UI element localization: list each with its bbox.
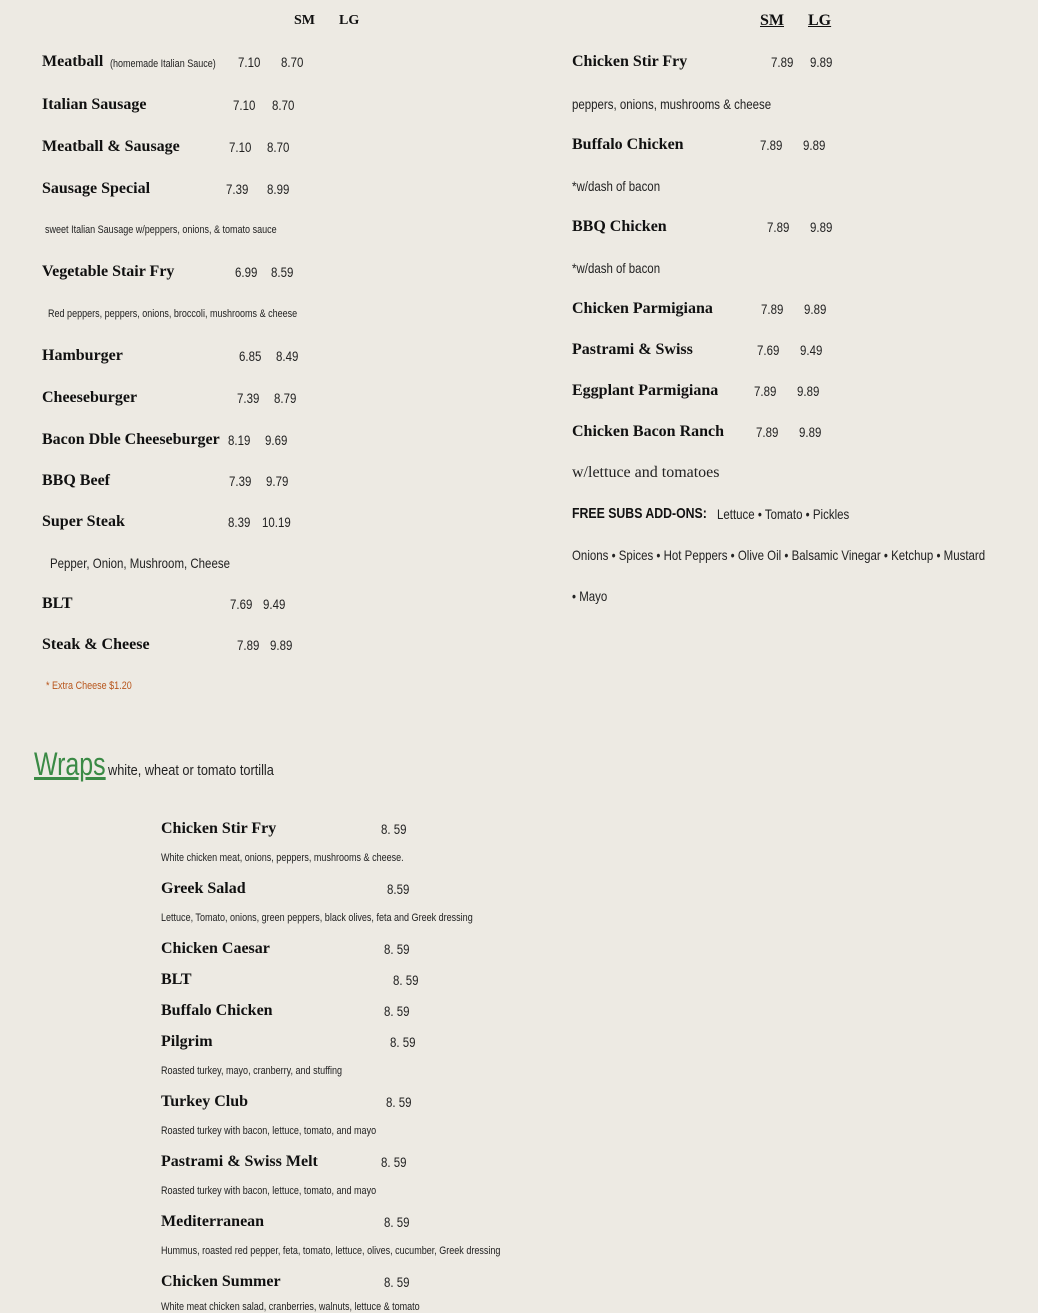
- menu-item-name: Super Steak: [42, 513, 125, 530]
- menu-item-name: Chicken Stir Fry: [572, 53, 688, 70]
- price-sm: 7.89: [771, 54, 794, 70]
- menu-item-name: BBQ Beef: [42, 472, 110, 489]
- price-sm: 7.89: [761, 301, 784, 317]
- menu-item-description: *w/dash of bacon: [572, 178, 661, 194]
- wraps-subtitle: white, wheat or tomato tortilla: [108, 762, 274, 779]
- price-sm: 7.89: [767, 219, 790, 235]
- wrap-item-description: Hummus, roasted red pepper, feta, tomato, lettuce, olives, cucumber, Greek dressing: [161, 1245, 501, 1257]
- menu-item-name: Bacon Dble Cheeseburger: [42, 431, 220, 448]
- menu-item-name: BLT: [42, 595, 73, 612]
- wrap-item-name: Chicken Stir Fry: [161, 820, 277, 837]
- wrap-item-name: Chicken Summer: [161, 1273, 281, 1290]
- left-lg-header: LG: [339, 13, 360, 28]
- addons-line-3: • Mayo: [572, 588, 608, 604]
- price-lg: 8.70: [281, 54, 304, 70]
- menu-item-description: peppers, onions, mushrooms & cheese: [572, 96, 772, 112]
- menu-item-name: Italian Sausage: [42, 96, 147, 113]
- addons-label: FREE SUBS ADD-ONS:: [572, 505, 707, 522]
- menu-item-name: Cheeseburger: [42, 389, 138, 406]
- price-lg: 9.69: [265, 432, 288, 448]
- wrap-item-name: Greek Salad: [161, 880, 246, 897]
- addons-line-1: Lettuce • Tomato • Pickles: [717, 506, 850, 522]
- wrap-item-name: BLT: [161, 971, 192, 988]
- price-sm: 7.39: [229, 473, 252, 489]
- price-sm: 6.85: [239, 348, 262, 364]
- wrap-item-price: 8. 59: [384, 1214, 410, 1230]
- price-sm: 7.89: [754, 383, 777, 399]
- price-sm: 7.89: [756, 424, 779, 440]
- menu-item-name: Pastrami & Swiss: [572, 341, 693, 358]
- menu-item-name: Hamburger: [42, 347, 123, 364]
- wrap-item-name: Turkey Club: [161, 1093, 248, 1110]
- wrap-item-price: 8. 59: [381, 821, 407, 837]
- price-sm: 7.10: [229, 139, 252, 155]
- price-sm: 8.19: [228, 432, 251, 448]
- menu-item-note: (homemade Italian Sauce): [110, 58, 216, 70]
- menu-item-description: w/lettuce and tomatoes: [572, 464, 720, 481]
- price-lg: 8.79: [274, 390, 297, 406]
- wrap-item-price: 8. 59: [386, 1094, 412, 1110]
- left-sm-header: SM: [294, 13, 315, 28]
- wraps-title: Wraps: [34, 746, 106, 782]
- wrap-item-description: Roasted turkey with bacon, lettuce, tomato, and mayo: [161, 1185, 377, 1197]
- price-lg: 8.70: [272, 97, 295, 113]
- menu-item-description: *w/dash of bacon: [572, 260, 661, 276]
- price-lg: 9.89: [797, 383, 820, 399]
- menu-item-name: BBQ Chicken: [572, 218, 667, 235]
- menu-item-name: Eggplant Parmigiana: [572, 382, 719, 399]
- wrap-item-name: Mediterranean: [161, 1213, 265, 1230]
- price-sm: 7.69: [230, 596, 253, 612]
- wrap-item-price: 8. 59: [384, 1003, 410, 1019]
- price-lg: 9.89: [803, 137, 826, 153]
- price-lg: 9.79: [266, 473, 289, 489]
- wrap-item-price: 8. 59: [381, 1154, 407, 1170]
- menu-item-name: Meatball: [42, 53, 104, 70]
- wrap-item-price: 8. 59: [384, 941, 410, 957]
- extra-cheese-note: * Extra Cheese $1.20: [46, 680, 132, 692]
- menu-item-name: Chicken Parmigiana: [572, 300, 713, 317]
- price-sm: 7.10: [233, 97, 256, 113]
- price-sm: 7.89: [760, 137, 783, 153]
- price-sm: 7.89: [237, 637, 260, 653]
- wrap-item-description: White chicken meat, onions, peppers, mushrooms & cheese.: [161, 852, 404, 864]
- price-lg: 9.89: [270, 637, 293, 653]
- menu-item-description: sweet Italian Sausage w/peppers, onions, & tomato sauce: [45, 224, 277, 236]
- price-lg: 9.89: [804, 301, 827, 317]
- price-lg: 9.89: [810, 54, 833, 70]
- wrap-item-description: Roasted turkey with bacon, lettuce, tomato, and mayo: [161, 1125, 377, 1137]
- wrap-item-price: 8. 59: [393, 972, 419, 988]
- price-lg: 8.70: [267, 139, 290, 155]
- menu-item-name: Chicken Bacon Ranch: [572, 423, 725, 440]
- wrap-item-name: Chicken Caesar: [161, 940, 270, 957]
- price-sm: 7.39: [226, 181, 249, 197]
- wrap-item-description: Roasted turkey, mayo, cranberry, and stuffing: [161, 1065, 343, 1077]
- price-lg: 9.49: [800, 342, 823, 358]
- menu-item-name: Buffalo Chicken: [572, 136, 684, 153]
- price-lg: 8.49: [276, 348, 299, 364]
- wrap-item-name: Pilgrim: [161, 1033, 213, 1050]
- price-lg: 8.59: [271, 264, 294, 280]
- wrap-item-name: Pastrami & Swiss Melt: [161, 1153, 318, 1170]
- menu-item-name: Steak & Cheese: [42, 636, 150, 653]
- price-sm: 6.99: [235, 264, 258, 280]
- price-lg: 9.89: [799, 424, 822, 440]
- menu-item-description: Pepper, Onion, Mushroom, Cheese: [50, 555, 230, 571]
- menu-item-name: Meatball & Sausage: [42, 138, 180, 155]
- wrap-item-description: Lettuce, Tomato, onions, green peppers, black olives, feta and Greek dressing: [161, 912, 473, 924]
- addons-line-2: Onions • Spices • Hot Peppers • Olive Oil • Balsamic Vinegar • Ketchup • Mustard: [572, 547, 986, 563]
- price-lg: 9.89: [810, 219, 833, 235]
- wrap-item-name: Buffalo Chicken: [161, 1002, 273, 1019]
- menu-item-description: Red peppers, peppers, onions, broccoli, mushrooms & cheese: [48, 308, 298, 320]
- price-sm: 7.10: [238, 54, 261, 70]
- price-sm: 8.39: [228, 514, 251, 530]
- price-lg: 10.19: [262, 514, 291, 530]
- price-lg: 9.49: [263, 596, 286, 612]
- wrap-item-price: 8. 59: [390, 1034, 416, 1050]
- menu-item-name: Vegetable Stair Fry: [42, 263, 175, 280]
- right-sm-header: SM: [760, 12, 784, 29]
- wrap-item-description: White meat chicken salad, cranberries, walnuts, lettuce & tomato: [161, 1301, 420, 1313]
- price-sm: 7.39: [237, 390, 260, 406]
- right-lg-header: LG: [808, 12, 832, 29]
- price-lg: 8.99: [267, 181, 290, 197]
- wrap-item-price: 8. 59: [384, 1274, 410, 1290]
- menu-item-name: Sausage Special: [42, 180, 151, 197]
- price-sm: 7.69: [757, 342, 780, 358]
- wrap-item-price: 8.59: [387, 881, 410, 897]
